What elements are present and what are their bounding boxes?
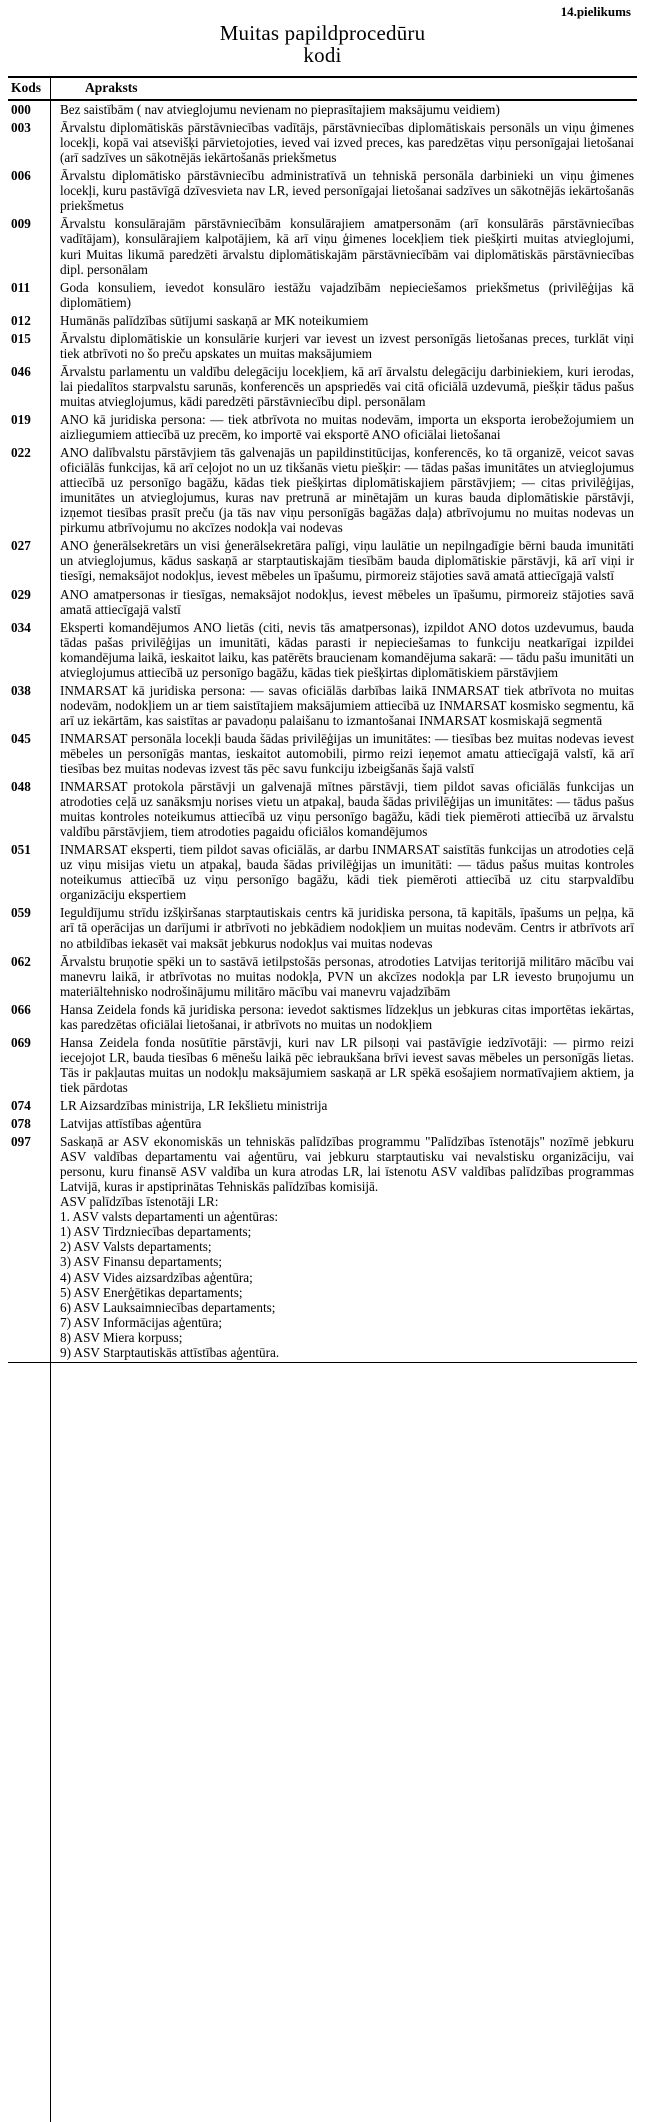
codes-table-wrap (8, 76, 637, 1363)
list-item: 6) ASV Lauksaimniecības departaments; (60, 1299, 276, 1315)
column-header-description: Apraksts (57, 78, 637, 100)
row-description: LR Aizsardzības ministrija, LR Iekšlietu ministrija (60, 1098, 328, 1113)
row-code: 003 (11, 120, 31, 136)
row-code: 000 (11, 102, 31, 118)
row-description: INMARSAT protokola pārstāvji un galvenajā mītnes pārstāvji, tiem pildot savas oficiālās funkcijas un atrodoties ceļā uz sanāksmju norises vietu un atpakaļ, bauda šādas privilēģijas un imunitātes: — tādus pašus muitas kontroles noteikumus attiecībā uz viņu personīgo bagāžu, kādi tiek piemēroti attiecībā uz ārvalstu valdību pārstāvjiem, tiem atrodoties pagaidu oficiālos komandējumos (60, 779, 634, 840)
row-description: Hansa Zeidela fonda nosūtītie pārstāvji, kuri nav LR pilsoņi vai pastāvīgie iedzīvotāji: — pirmo reizi iecejojot LR, bauda tiesības 6 mēnešu laikā pēc iebraukšana brīvi ievest savas mēbeles un personīgās lietas. Tās ir pakļautas muitas un nodokļu maksājumiem saskaņā ar LR spēkā esošajiem normatīvajiem aktiem, ja tiek pārdotas (60, 1034, 634, 1095)
list-item: 8) ASV Miera korpuss; (60, 1329, 183, 1345)
table-row (8, 1034, 637, 1097)
row-description-main: Saskaņā ar ASV ekonomiskās un tehniskās palīdzības programmu "Palīdzības īstenotājs" nozīmē jebkuru ASV valdības departamentu vai aģentūru, vai jebkuru starptautisku vai nevalstisku organizāciju, vai personu, kuru finansē ASV valdība un kura atrodas LR, lai īstenotu ASV valdības palīdzības programmas Latvijā, kuras ir apstiprinātas Tehniskās palīdzības komisijā. (60, 1134, 634, 1195)
table-row (8, 619, 637, 682)
table-row (8, 953, 637, 1001)
list-item: 4) ASV Vides aizsardzības aģentūra; (60, 1269, 253, 1285)
table-row (8, 1133, 637, 1362)
row-description: Latvijas attīstības aģentūra (60, 1116, 202, 1132)
table-row (8, 904, 637, 952)
row-description: Humānās palīdzības sūtījumi saskaņā ar MK noteikumiem (60, 312, 369, 328)
table-row (8, 1115, 637, 1133)
row-description: ANO kā juridiska persona: — tiek atbrīvota no muitas nodevām, importa un eksporta ierobežojumiem un aizliegumiem attiecībā uz precēm, ko importē vai eksportē ANO oficiālai lietošanai (60, 411, 634, 443)
table-row (8, 1001, 637, 1034)
row-code: 019 (11, 411, 31, 427)
row-code: 029 (11, 586, 31, 602)
row-code: 066 (11, 1001, 31, 1017)
row-description: Ārvalstu konsulārajām pārstāvniecībām konsulārajiem amatpersonām (arī konsulārās pārstāvniecības vadītājam), konsulārajiem kalpotājiem, kā arī viņu ģimenes locekļiem tiek piešķirti muitas atvieglojumi, kuri Muitas likumā paredzēti ārvalstu diplomātiskajām pārstāvniecībām vai diplomātiskās pārstāvniecības dipl. personālam (60, 216, 634, 277)
row-description: INMARSAT personāla locekļi bauda šādas privilēģijas un imunitātes: — tiesības bez muitas nodevas ievest mēbeles un personīgās mantas, ieskaitot automobili, pirmo reizi ieņemot amatu attiecīgajā valstī, kā arī tiesības bez muitas nodevas izvest tās pēc savu funkciju izbeigšanās šajā valstī (60, 730, 634, 777)
page-title-line1: Muitas papildprocedūru (219, 21, 426, 45)
row-code: 048 (11, 779, 31, 795)
table-row (8, 330, 637, 363)
list-item: 1. ASV valsts departamenti un aģentūras: (60, 1209, 279, 1225)
table-row (8, 586, 637, 619)
row-code: 022 (11, 445, 31, 461)
row-sub-intro: ASV palīdzības īstenotāji LR: (60, 1194, 219, 1210)
list-item: 7) ASV Informācijas aģentūra; (60, 1314, 222, 1330)
row-description: INMARSAT eksperti, tiem pildot savas oficiālās, ar darbu INMARSAT saistītās funkcijas un atrodoties ceļā uz viņu misijas vietu un atpakaļ, bauda šādas privilēģijas un imunitāti: — tādus pašus muitas kontroles noteikumus attiecībā uz viņu personīgo bagāžu, kādi tiek piemēroti attiecībā uz citu starpvaldību organizāciju ekspertiem (60, 842, 634, 903)
table-column-divider (50, 76, 51, 2122)
row-code: 097 (11, 1134, 31, 1150)
table-row (8, 279, 637, 312)
row-description: Ārvalstu diplomātisko pārstāvniecību administratīvā un tehniskā personāla darbinieki un viņu ģimenes locekļi, kuru pastāvīgā dzīvesvieta nav LR, ieved personīgajai lietošanai sadzīves un sākotnējās iekārtošanās priekšmetus (60, 168, 634, 214)
row-code: 062 (11, 953, 31, 969)
table-row (8, 119, 637, 167)
row-sub-list (60, 1209, 634, 1359)
table-header-row (8, 78, 637, 100)
row-code: 046 (11, 363, 31, 379)
column-header-code: Kods (8, 78, 57, 100)
row-description: ANO dalībvalstu pārstāvjiem tās galvenajās un papildinstitūcijas, konferencēs, ko tā organizē, veicot savas oficiālās funkcijas, kā arī ceļojot no un uz tikšanās vietu piešķir: — tādas pašas imunitātes un atvieglojumus attiecībā uz personīgo bagāžu, kādas tiek piešķirtas diplomātiskajiem pārstāvjiem; — citas privilēģijas, imunitātes un atvieglojumus, kuras nav pretrunā ar minētajām un kuras bauda diplomātiskie pārstāvji, izņemot tiesības prasīt preču (ja tās nav viņu personīgās bagāžas daļa) atbrīvojumu no muitas nodevas un pirkumu atbrīvojumu no akcīzes nodokļa vai nodevas (60, 445, 634, 536)
table-row (8, 215, 637, 278)
list-item: 5) ASV Enerģētikas departaments; (60, 1284, 243, 1300)
list-item: 1) ASV Tirdzniecības departaments; (60, 1224, 252, 1240)
codes-table-body (8, 100, 637, 1362)
table-row (8, 682, 637, 730)
row-description: Ārvalstu diplomātiskie un konsulārie kurjeri var ievest un izvest personīgās lietošanas preces, turklāt viņi tiek atbrīvoti no šo preču apskates un muitas maksājumiem (60, 330, 634, 361)
table-row (8, 312, 637, 330)
table-row (8, 100, 637, 119)
table-row (8, 841, 637, 904)
table-row (8, 537, 637, 585)
table-row (8, 411, 637, 444)
annex-label: 14.pielikums (560, 4, 631, 19)
codes-table (8, 78, 637, 1362)
table-row (8, 730, 637, 778)
row-code: 015 (11, 330, 31, 346)
list-item: 3) ASV Finansu departaments; (60, 1254, 223, 1270)
row-description: Ārvalstu bruņotie spēki un to sastāvā ietilpstošās personas, atrodoties Latvijas teritorijā militāro mācību vai manevru laikā, ir atbrīvotas no muitas nodokļa, PVN un akcīzes nodokļa par LR ievesto bruņojumu un materiāltehnisko nodrošinājumu militāro mācību vai manevru vajadzībām (60, 953, 634, 999)
row-description: Ārvalstu diplomātiskās pārstāvniecības vadītājs, pārstāvniecības diplomātiskais personāls un viņu ģimenes locekļi, kopā vai atsevišķi pārvietojoties, ieved vai izved preces, kas paredzētas viņu personīgajai lietošanai (arī sadzīves un sākotnējās iekārtošanās priekšmetus (60, 120, 634, 166)
codes-table-head (8, 78, 637, 100)
row-description (57, 1133, 637, 1362)
row-description: Ārvalstu parlamentu un valdību delegāciju locekļiem, kā arī ārvalstu delegāciju darbiniekiem, kuri ierodas, lai piedalītos starpvalstu sarunās, konferencēs un apspriedēs vai citā oficiālā uzdevumā, piešķir tādus pašus muitas atvieglojumus, kādi paredzēti pārstāvniecību dipl. personālam (60, 363, 634, 409)
row-code: 034 (11, 619, 31, 635)
row-description: Ieguldījumu strīdu izšķiršanas starptautiskais centrs kā juridiska persona, tā kapitāls, īpašums un peļņa, kā arī tā operācijas un darījumi ir atbrīvoti no jebkādiem nodokļiem un muitas nodevām. Centrs ir atbrīvots arī no atbildības iekasēt vai maksāt jebkurus nodokļus vai muitas nodevas (60, 905, 634, 951)
row-description: ANO amatpersonas ir tiesīgas, nemaksājot nodokļus, ievest mēbeles un īpašumu, pirmoreiz stājoties savā amatā attiecīgajā valstī (60, 586, 634, 617)
row-code: 069 (11, 1034, 31, 1050)
row-code: 038 (11, 682, 31, 698)
row-code: 012 (11, 312, 31, 328)
row-description: ANO ģenerālsekretārs un visi ģenerālsekretāra palīgi, viņu laulātie un nepilngadīgie bērni bauda imunitāti un atvieglojumus, kādus saskaņā ar starptautiskajām tiesībām bauda diplomātiskie pārstāvji, kā arī viņi ir tiesīgi, nemaksājot nodokļus, ievest mēbeles un īpašumu, pirmoreiz stājoties savā amatā attiecīgajā valstī (60, 538, 634, 584)
list-item: 2) ASV Valsts departaments; (60, 1239, 212, 1255)
page-title-line2: kodi (303, 43, 342, 68)
row-code: 051 (11, 842, 31, 858)
row-code: 078 (11, 1116, 31, 1132)
table-row (8, 167, 637, 215)
row-code: 027 (11, 538, 31, 554)
table-row (8, 1097, 637, 1115)
row-description: Goda konsuliem, ievedot konsulāro iestāžu vajadzībām nepieciešamos priekšmetus (privilēģijas kā diplomātiem) (60, 279, 634, 310)
row-description: INMARSAT kā juridiska persona: — savas oficiālās darbības laikā INMARSAT tiek atbrīvota no muitas nodevām, nodokļiem un ar tiem saistītajiem maksājumiem attiecībā uz INMARSAT kosmisko segmentu, kā arī uz iekārtām, kas saistītas ar pavadoņu palaišanu to izmantošanai INMARSAT kosmiskajā segmentā (60, 682, 634, 728)
row-code: 074 (11, 1098, 31, 1113)
row-description: Eksperti komandējumos ANO lietās (citi, nevis tās amatpersonas), izpildot ANO dotos uzdevumus, bauda tādas pašas privilēģijas un imunitāti, kādas parasti ir nepieciešamas to funkciju neatkarīgai izpildei komandējuma laikā, ieskaitot laiku, kas patērēts braucienam komandējuma sakarā: — tādu pašu imunitāti un atvieglojumus attiecībā uz personīgo bagāžu, kādas tiek piešķirtas diplomātiskiem pārstāvjiem (60, 619, 634, 680)
table-row (8, 778, 637, 841)
row-code: 011 (11, 279, 31, 295)
list-item: 9) ASV Starptautiskās attīstības aģentūra. (60, 1344, 280, 1360)
row-description: Hansa Zeidela fonds kā juridiska persona: ievedot saktismes līdzekļus un jebkuras citas importētas iekārtas, kas paredzētas oficiālai lietošanai, ir atbrīvots no muitas un nodokļiem (60, 1001, 634, 1032)
row-description: Bez saistībām ( nav atvieglojumu nevienam no pieprasītajiem maksājumu veidiem) (60, 102, 500, 118)
row-code: 006 (11, 168, 31, 184)
row-code: 045 (11, 730, 31, 746)
row-code: 059 (11, 905, 31, 921)
table-row (8, 444, 637, 537)
row-code: 009 (11, 216, 31, 232)
table-row (8, 363, 637, 411)
page-title (0, 0, 645, 66)
